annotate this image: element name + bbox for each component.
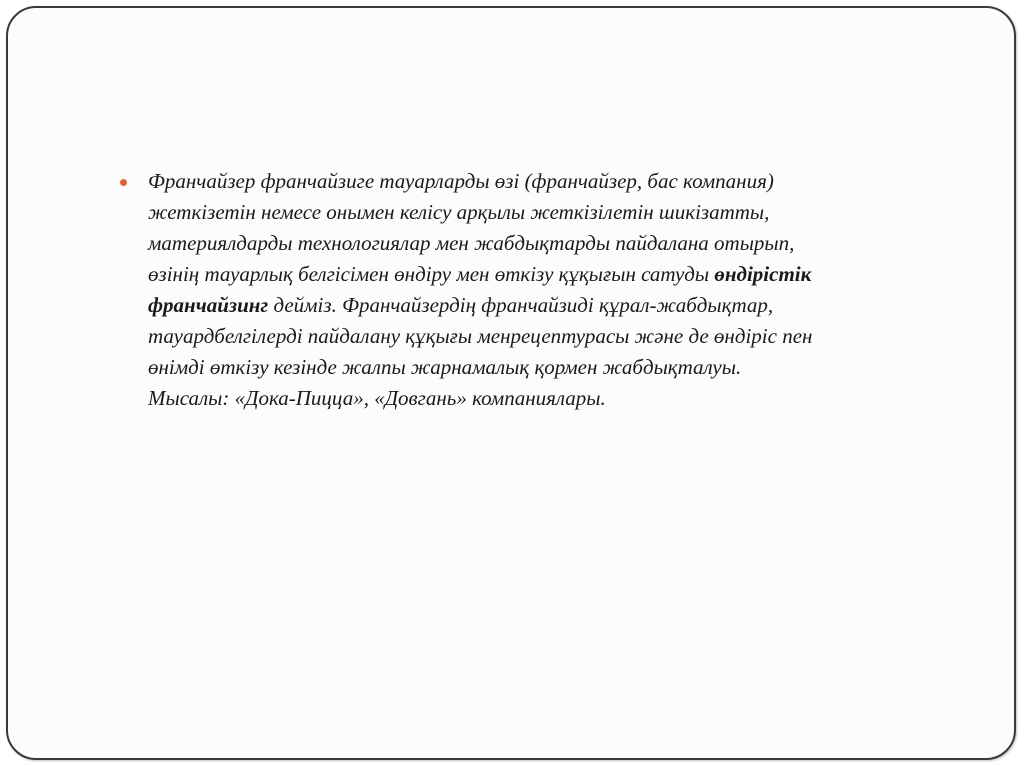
line-4: өзінің тауарлық белгісімен өндіру мен өткізу құқығын сатуды bbox=[148, 262, 715, 286]
line-3: материялдарды технологиялар мен жабдықтарды пайдалана отырып, bbox=[148, 231, 795, 255]
line-6: тауардбелгілерді пайдалану құқығы менрецептурасы және де өндіріс пен bbox=[148, 324, 813, 348]
bold-term-1: өндірістік bbox=[714, 262, 812, 286]
slide-content bbox=[120, 166, 980, 414]
line-5-rest: дейміз. Франчайзердің франчайзиді құрал-жабдықтар, bbox=[268, 293, 774, 317]
line-7: өнімді өткізу кезінде жалпы жарнамалық қормен жабдықталуы. bbox=[148, 355, 742, 379]
bullet-dot-icon bbox=[120, 179, 127, 186]
bullet-item bbox=[120, 166, 980, 414]
line-8: Мысалы: «Дока-Пицца», «Довгань» компаниялары. bbox=[148, 386, 606, 410]
slide-frame bbox=[6, 6, 1016, 760]
bullet-text bbox=[148, 166, 812, 414]
bold-term-2: франчайзинг bbox=[148, 293, 269, 317]
line-2: жеткізетін немесе онымен келісу арқылы жеткізілетін шикізатты, bbox=[148, 200, 770, 224]
line-1: Франчайзер франчайзиге тауарларды өзі (франчайзер, бас компания) bbox=[148, 169, 774, 193]
